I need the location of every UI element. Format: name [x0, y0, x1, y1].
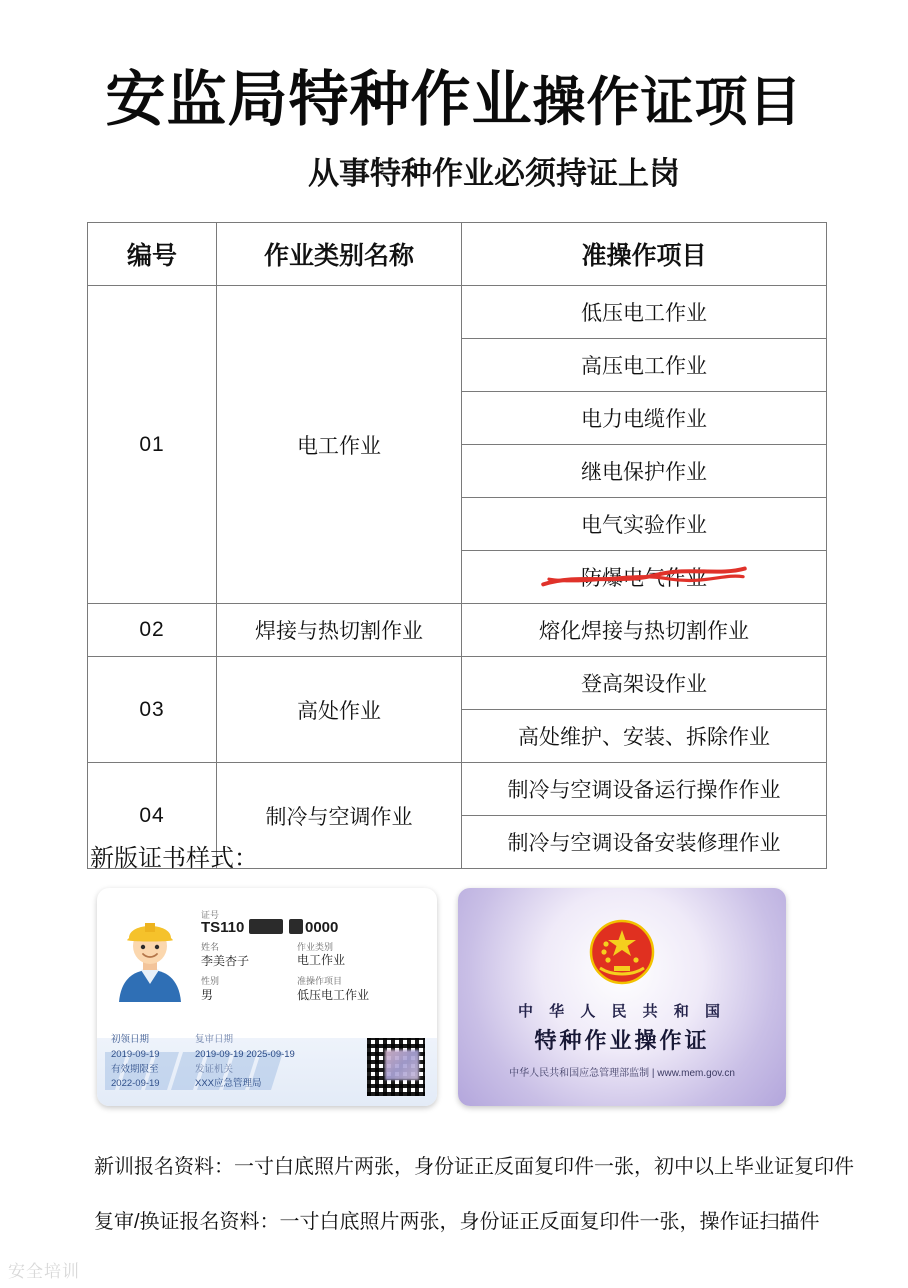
watermark: 安全培训: [8, 1262, 80, 1281]
field-label-gender: 性别: [201, 976, 220, 986]
cell-item: 电力电缆作业: [462, 392, 827, 445]
field-value-category: 电工作业: [297, 953, 346, 967]
cell-category-01: 电工作业: [217, 286, 462, 604]
worker-avatar-icon: [111, 906, 189, 1002]
cell-item: 继电保护作业: [462, 445, 827, 498]
cell-item-struck: [462, 551, 827, 604]
redaction-block-no-1: [249, 919, 283, 934]
cell-no-03: 03: [88, 657, 217, 763]
cell-item: 电气实验作业: [462, 498, 827, 551]
card-back-country: 中 华 人 民 共 和 国: [517, 1003, 726, 1020]
note-new-registration: 新训报名资料：一寸白底照片两张，身份证正反面复印件一张，初中以上毕业证复印件: [94, 1156, 854, 1178]
certificate-table: [87, 222, 827, 869]
cell-no-04: 04: [88, 763, 217, 869]
page-title-suffix: 操作证项目: [532, 73, 803, 132]
field-label-review: 复审日期: [195, 1034, 234, 1046]
redaction-block-no-2: [289, 919, 303, 934]
column-header-category: 作业类别名称: [217, 223, 462, 286]
field-value-no-tail: 0000: [305, 919, 339, 936]
table-row: [88, 286, 827, 339]
field-label-no: 证号: [201, 910, 220, 920]
cell-item: 熔化焊接与热切割作业: [462, 604, 827, 657]
field-label-name: 姓名: [201, 942, 220, 952]
sample-section-label: 新版证书样式：: [90, 845, 258, 872]
field-value-no: TS110: [201, 919, 245, 936]
table-header-row: [88, 223, 827, 286]
column-header-item: 准操作项目: [462, 223, 827, 286]
page-subtitle: 从事特种作业必须持证上岗: [308, 156, 680, 191]
certificate-card-front: [97, 888, 437, 1106]
field-label-valid: 有效期限至: [111, 1063, 159, 1075]
cell-category-04: 制冷与空调作业: [217, 763, 462, 869]
field-value-issuer: XXX应急管理局: [195, 1078, 262, 1090]
field-value-review: 2019-09-19: [195, 1048, 244, 1060]
certificate-card-back: [458, 888, 786, 1106]
card-back-title: 特种作业操作证: [534, 1028, 710, 1053]
certificate-table-wrapper: [87, 222, 799, 869]
cell-no-01: 01: [88, 286, 217, 604]
cell-item: 制冷与空调设备安装修理作业: [462, 816, 827, 869]
cell-no-02: 02: [88, 604, 217, 657]
page-title-emphasis: 特种作业: [288, 66, 533, 133]
cell-category-02: 焊接与热切割作业: [217, 604, 462, 657]
qr-code-redaction: [385, 1050, 419, 1080]
table-row: [88, 763, 827, 816]
field-value-name: 李美杏子: [201, 954, 250, 968]
field-value-review-2: 2025-09-19: [246, 1048, 295, 1060]
field-value-valid: 2022-09-19: [111, 1078, 160, 1090]
cell-item: 登高架设作业: [462, 657, 827, 710]
cell-item: 低压电工作业: [462, 286, 827, 339]
field-label-item: 准操作项目: [297, 976, 343, 986]
field-label-initial: 初领日期: [111, 1034, 150, 1046]
cell-item-struck-text: 防爆电气作业: [581, 567, 707, 590]
field-value-initial: 2019-09-19: [111, 1048, 160, 1060]
national-emblem-icon: [584, 914, 660, 990]
cell-item: 高压电工作业: [462, 339, 827, 392]
field-label-issuer: 发证机关: [195, 1063, 234, 1075]
page-title-prefix: 安监局: [105, 66, 289, 133]
page-title: [0, 52, 908, 138]
card-back-issuer: 中华人民共和国应急管理部监制 | www.mem.gov.cn: [509, 1068, 735, 1079]
table-row: [88, 657, 827, 710]
field-value-item: 低压电工作业: [297, 988, 370, 1002]
cell-item: 制冷与空调设备运行操作作业: [462, 763, 827, 816]
field-label-category: 作业类别: [297, 942, 334, 952]
cell-item: 高处维护、安装、拆除作业: [462, 710, 827, 763]
card-dates-left: [111, 1033, 160, 1092]
note-review-registration: 复审/换证报名资料：一寸白底照片两张，身份证正反面复印件一张，操作证扫描件: [94, 1211, 820, 1233]
field-value-gender: 男: [201, 988, 214, 1002]
card-dates-right: [195, 1033, 295, 1092]
cell-category-03: 高处作业: [217, 657, 462, 763]
table-row: [88, 604, 827, 657]
column-header-no: 编号: [88, 223, 217, 286]
